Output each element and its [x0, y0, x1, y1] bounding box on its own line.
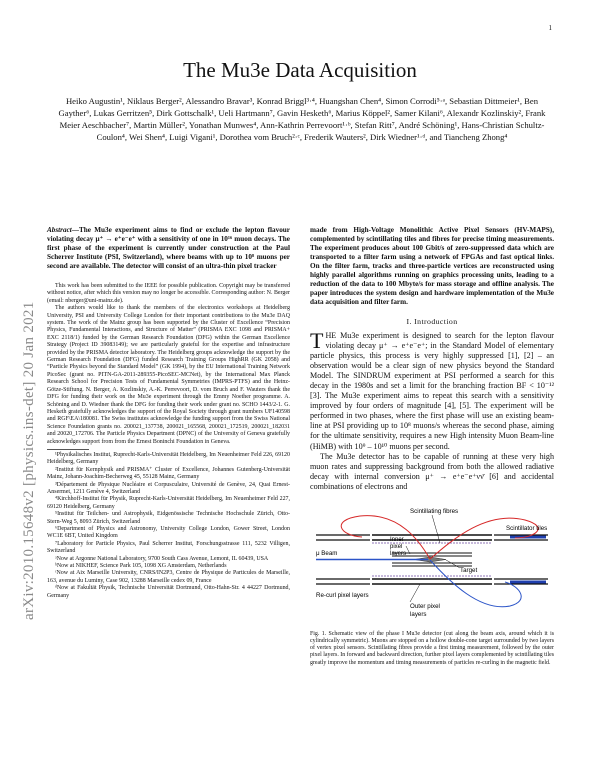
- affiliation-7: ⁷Laboratory for Particle Physics, Paul Scherrer Institut, Forschungsstrasse 111, 5232 Villigen, Switzerland: [47, 540, 290, 555]
- affiliation-6: ⁶Department of Physics and Astronomy, University College London, Gower Street, London WC1E 6BT, United Kingdom: [47, 526, 290, 540]
- page-number: 1: [548, 24, 552, 32]
- label-target: Target: [460, 566, 478, 574]
- label-outer-2: layers: [410, 610, 427, 618]
- affiliation-2: ²Institut für Kernphysik and PRISMA⁺ Cluster of Excellence, Johannes Gutenberg-Universität Mainz, Johann-Joachim-Becherweg 45, 55128 Mainz, Germany: [47, 466, 290, 481]
- detector-schematic: [310, 502, 554, 620]
- label-inner-2: pixel: [390, 543, 403, 550]
- label-outer-1: Outer pixel: [410, 602, 440, 610]
- drop-cap: T: [310, 328, 324, 353]
- label-mu-beam: μ Beam: [316, 549, 338, 557]
- submission-note: This work has been submitted to the IEEE for possible publication. Copyright may be transferred without notice, after which this version may no longer be accessible. Corresponding author: N. Berger (email: nberger@uni-mainz.de).: [47, 283, 290, 304]
- left-column: [47, 226, 290, 600]
- right-column: [310, 226, 554, 667]
- affiliation-a: ᵃNow at Argonne National Laboratory, 9700 South Cass Avenue, Lemont, IL 60439, USA: [55, 555, 269, 562]
- label-scintillator-tiles: Scintillator tiles: [506, 524, 548, 532]
- section-heading: I. Introduction: [406, 317, 458, 326]
- affiliation-c: ᶜNow at Aix Marseille University, CNRS/IN2P3, Centre de Physique de Particules de Marseille, 163, avenue du Luminy, Case 902, 13288 Marseille cedex 09, France: [47, 570, 290, 584]
- intro-text-1: HE Mu3e experiment is designed to search for the lepton flavour violating decay μ⁺ → e⁺e⁻e⁺; in the Standard Model of elementary particle physics, this process is very highly suppressed [1], [2] – an observation would be a clear sign of new physics beyond the Standard Model. The SINDRUM experiment at PSI performed a search for this decay in the 1980s and set a limit for the branching fraction BF < 10⁻¹² [3]. The Mu3e experiment aims to repeat this search with a sensitivity improved by four orders of magnitude [4], [5]. The experiment will be performed in two phases, where the first phase will use an existing beam-line at PSI providing up to 10⁸ muons/s whereas the second phase, aiming for the ultimate sensitivity, requires a new High intensity Muon Beam-line (HiMB) with 10⁹ – 10¹⁰ muons per second.: [310, 331, 554, 451]
- affiliation-5: ⁵Institut für Teilchen- und Astrophysik, Eidgenössische Technische Hochschule Zürich, Otto-Stern-Weg 5, 8093 Zürich, Switzerland: [47, 511, 290, 525]
- affiliation-b: ᵇNow at NIKHEF, Science Park 105, 1098 XG Amsterdam, Netherlands: [55, 563, 227, 570]
- abstract-text-part1: —The Mu3e experiment aims to find or exclude the lepton flavour violating decay μ⁺ → e⁺e⁻e⁺ with a sensitivity of one in 10¹⁶ muon decays. The first phase of the experiment is currently under construction at the Paul Scherrer Institute (PSI, Switzerland), where beams with up to 10⁸ muons per second are available. The detector will consist of an ultra-thin pixel tracker: [47, 226, 290, 270]
- leader-fibres: [432, 515, 440, 543]
- paper-title: The Mu3e Data Acquisition: [183, 58, 417, 82]
- figure-1: [310, 502, 554, 667]
- recurling-track-red-2: [341, 515, 430, 558]
- affiliation-3: ³Département de Physique Nucléaire et Corpusculaire, Université de Genève, 24, Quai Ernest-Ansermet, 1211 Genève 4, Switzerland: [47, 481, 290, 495]
- figure-caption: Fig. 1. Schematic view of the phase I Mu3e detector (cut along the beam axis, around which it is cylindrically symmetric). Muons are stopped on a hollow double-cone target surrounded by two layers of vertex pixel sensors. Scintillating fibres provide a first timing measurement, followed by the outer pixel layers. In forward and backward direction, further pixel layers complemented by scintillating tiles greatly improve the momentum and timing measurements of particles re-curling in the magnetic field.: [310, 630, 554, 666]
- abstract-label: Abstract: [47, 226, 72, 234]
- label-scintillating-fibres: Scintillating fibres: [410, 507, 459, 515]
- label-inner-3: layers: [390, 550, 407, 557]
- acknowledgements: The authors would like to thank the members of the electronics workshops at Heidelberg University, PSI and University College London for their important contributions to the Mu3e DAQ system. The work of the Mainz group has been supported by the Cluster of Excellence “Precision Physics, Fundamental Interactions, and Structure of Matter” (PRISMA EXC 1098 and PRISMA+ EXC 2118/1) funded by the German Research Foundation (DFG) within the German Excellence Strategy (Project ID 39083149); we are particularly grateful for the expertise and infrastructure provided by the PRISMA detector laboratory. The Heidelberg groups acknowledge the support by the German Research Foundation (DFG) funded Research Training Groups HighRR (GK 2058) and “Particle Physics beyond the Standard Model” (GK 1994), by the EU International Training Network PicoSec (grant no. PITN-GA-2011-289355-PicoSEC-MCNet), by the International Max Planck Research School for Precision Tests of Fundamental Symmetries (IMPRS-PTFS) and the Heinz-Götze-Stiftung. N. Berger, A. Kozlinskiy, A.-K. Perrevoort, D. vom Bruch and F. Wauters thank the DFG for funding their work on the Mu3e experiment through the Emmy Noether programme. A. Schöning and D. Wiedner thank the DFG for funding their work under grant no. SCHO 1443/2-1. G. Hesketh gratefully acknowledges the support of the Royal Society through grant numbers UF140598 and RGF\EA\180081. The Swiss institutes acknowledge the funding support from the Swiss National Science Foundation grants no. 200021_137738, 200021_165568, 200021_172519, 200021_182031 and 20020_172706. The Particle Physics Department (DPNC) of the University of Geneva gratefully acknowledges support from from the Ernest Boninchi Foundation in Geneva.: [47, 305, 290, 445]
- affiliation-1: ¹Physikalisches Institut, Ruprecht-Karls-Universität Heidelberg, Im Neuenheimer Feld 226, 69120 Heidelberg, Germany: [47, 451, 290, 466]
- footnote-rule: [47, 449, 89, 450]
- abstract: [47, 226, 290, 271]
- arxiv-id: arXiv:2010.15648v2 [physics.ins-det] 20 Jan 2021: [21, 301, 37, 620]
- label-recurl-layers: Re-curl pixel layers: [316, 591, 369, 599]
- leader-target: [446, 560, 460, 568]
- abstract-continued: [310, 226, 554, 307]
- affiliation-4: ⁴Kirchhoff-Institut für Physik, Ruprecht-Karls-Universität Heidelberg, Im Neuenheimer Feld 227, 69120 Heidelberg, Germany: [47, 496, 290, 510]
- label-inner-1: Inner: [390, 536, 404, 543]
- arxiv-stamp: [6, 150, 36, 620]
- abstract-text-part2: made from High-Voltage Monolithic Active Pixel Sensors (HV-MAPS), complemented by scintillating tiles and fibres for precise timing measurements. The experiment produces about 100 Gbit/s of zero-suppressed data which are transported to a filter farm using a network of FPGAs and fast optical links. On the filter farm, tracks and three-particle vertices are reconstructed using highly parallel algorithms running on graphics processing units, leading to a reduction of the data to 100 Mbyte/s for mass storage and offline analysis. The paper introduces the system design and hardware implementation of the Mu3e data acquisition and filter farm.: [310, 226, 554, 306]
- author-list: Heiko Augustin¹, Niklaus Berger², Alessandro Bravar³, Konrad Briggl³·⁴, Huangshan Chen⁴, Simon Corrodi⁵·ᵃ, Sebastian Dittmeier¹, Ben Gayther⁶, Lukas Gerritzen⁵, Dirk Gottschalk¹, Ueli Hartmann⁷, Gavin Hesketh⁶, Marius Köppel², Samer Kilani⁶, Alexandr Kozlinskiy², Frank Meier Aeschbacher⁷, Martin Müller², Yonathan Munwes⁴, Ann-Kathrin Perrevoort¹·ᵇ, Stefan Ritt⁷, André Schöning¹, Hans-Christian Schultz-Coulon⁴, Wei Shen⁴, Luigi Vigani¹, Dorothea vom Bruch²·ᶜ, Frederik Wauters², Dirk Wiedner¹·ᵈ, and Tiancheng Zhong⁴: [58, 96, 546, 143]
- leader-outer: [410, 584, 420, 602]
- affiliation-d: ᵈNow at Fakultät Physik, Technische Universität Dortmund, Otto-Hahn-Str. 4 44227 Dortmund, Germany: [47, 585, 290, 599]
- intro-paragraph-1: [310, 328, 554, 452]
- intro-paragraph-2: The Mu3e detector has to be capable of running at these very high muon rates and suppressing background from both the allowed radiative decay with internal conversion μ⁺ → e⁺e⁻e⁺νν̄ [6] and accidental combinations of electrons and: [310, 451, 554, 491]
